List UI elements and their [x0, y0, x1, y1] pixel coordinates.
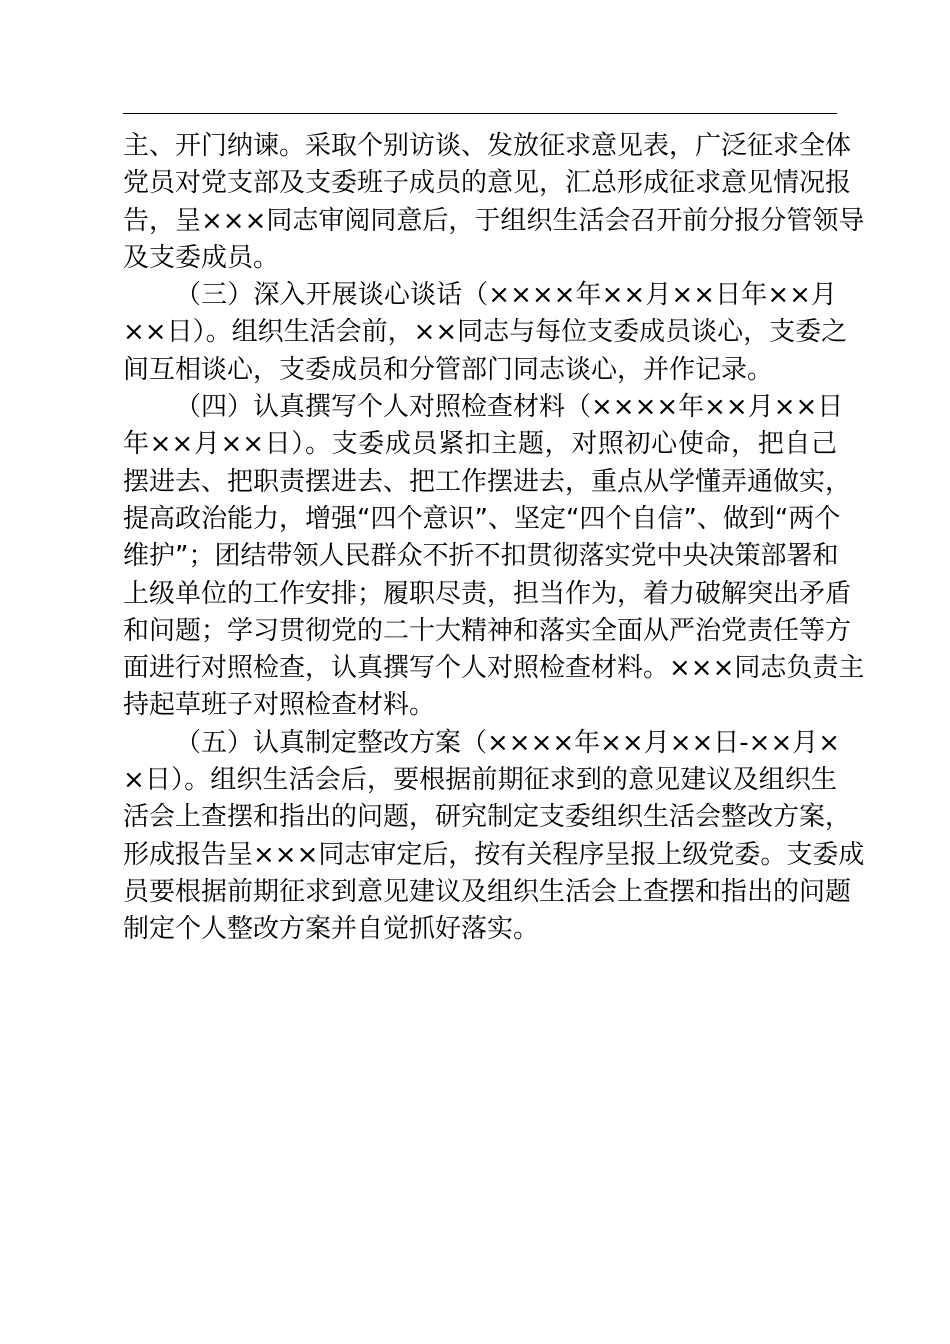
- section-heading-4: （四）认真撰写个人对照检查材料（××××年××月××日: [175, 392, 844, 423]
- text-line: 制定个人整改方案并自觉抓好落实。: [123, 914, 540, 945]
- text-line: 年××月××日）。支委成员紧扣主题，对照初心使命，把自己: [123, 429, 837, 460]
- text-line: ××日）。组织生活会前，××同志与每位支委成员谈心，支委之: [123, 317, 848, 348]
- section-heading-3: （三）深入开展谈心谈话（××××年××月××日年××月: [175, 280, 837, 311]
- text-line: 维护”；团结带领人民群众不折不扣贯彻落实党中央决策部署和: [123, 541, 839, 572]
- document-body: [123, 128, 865, 949]
- text-line: 间互相谈心，支委成员和分管部门同志谈心，并作记录。: [123, 354, 774, 385]
- text-line: 员要根据前期征求到意见建议及组织生活会上查摆和指出的问题: [123, 876, 852, 907]
- text-line: 摆进去、把职责摆进去、把工作摆进去，重点从学懂弄通做实，: [123, 466, 852, 497]
- text-line: 提高政治能力，增强“四个意识”、坚定“四个自信”、做到“两个: [123, 503, 841, 534]
- text-line: 上级单位的工作安排；履职尽责，担当作为，着力破解突出矛盾: [123, 578, 852, 609]
- header-rule: [123, 113, 837, 114]
- text-line: 活会上查摆和指出的问题，研究制定支委组织生活会整改方案，: [123, 802, 852, 833]
- text-line: 面进行对照检查，认真撰写个人对照检查材料。×××同志负责主: [123, 653, 865, 684]
- text-line: 和问题；学习贯彻党的二十大精神和落实全面从严治党责任等方: [123, 615, 852, 646]
- text-line: 形成报告呈×××同志审定后，按有关程序呈报上级党委。支委成: [123, 839, 865, 870]
- text-line: 告，呈×××同志审阅同意后，于组织生活会召开前分报分管领导: [123, 205, 865, 236]
- section-heading-5: （五）认真制定整改方案（××××年××月××日-××月×: [175, 727, 841, 758]
- text-line: 持起草班子对照检查材料。: [123, 690, 436, 721]
- text-line: 主、开门纳谏。采取个别访谈、发放征求意见表，广泛征求全体: [123, 131, 852, 161]
- text-line: 及支委成员。: [123, 242, 280, 273]
- text-line: ×日）。组织生活会后，要根据前期征求到的意见建议及组织生: [123, 765, 837, 796]
- text-line: 党员对党支部及支委班子成员的意见，汇总形成征求意见情况报: [123, 168, 852, 199]
